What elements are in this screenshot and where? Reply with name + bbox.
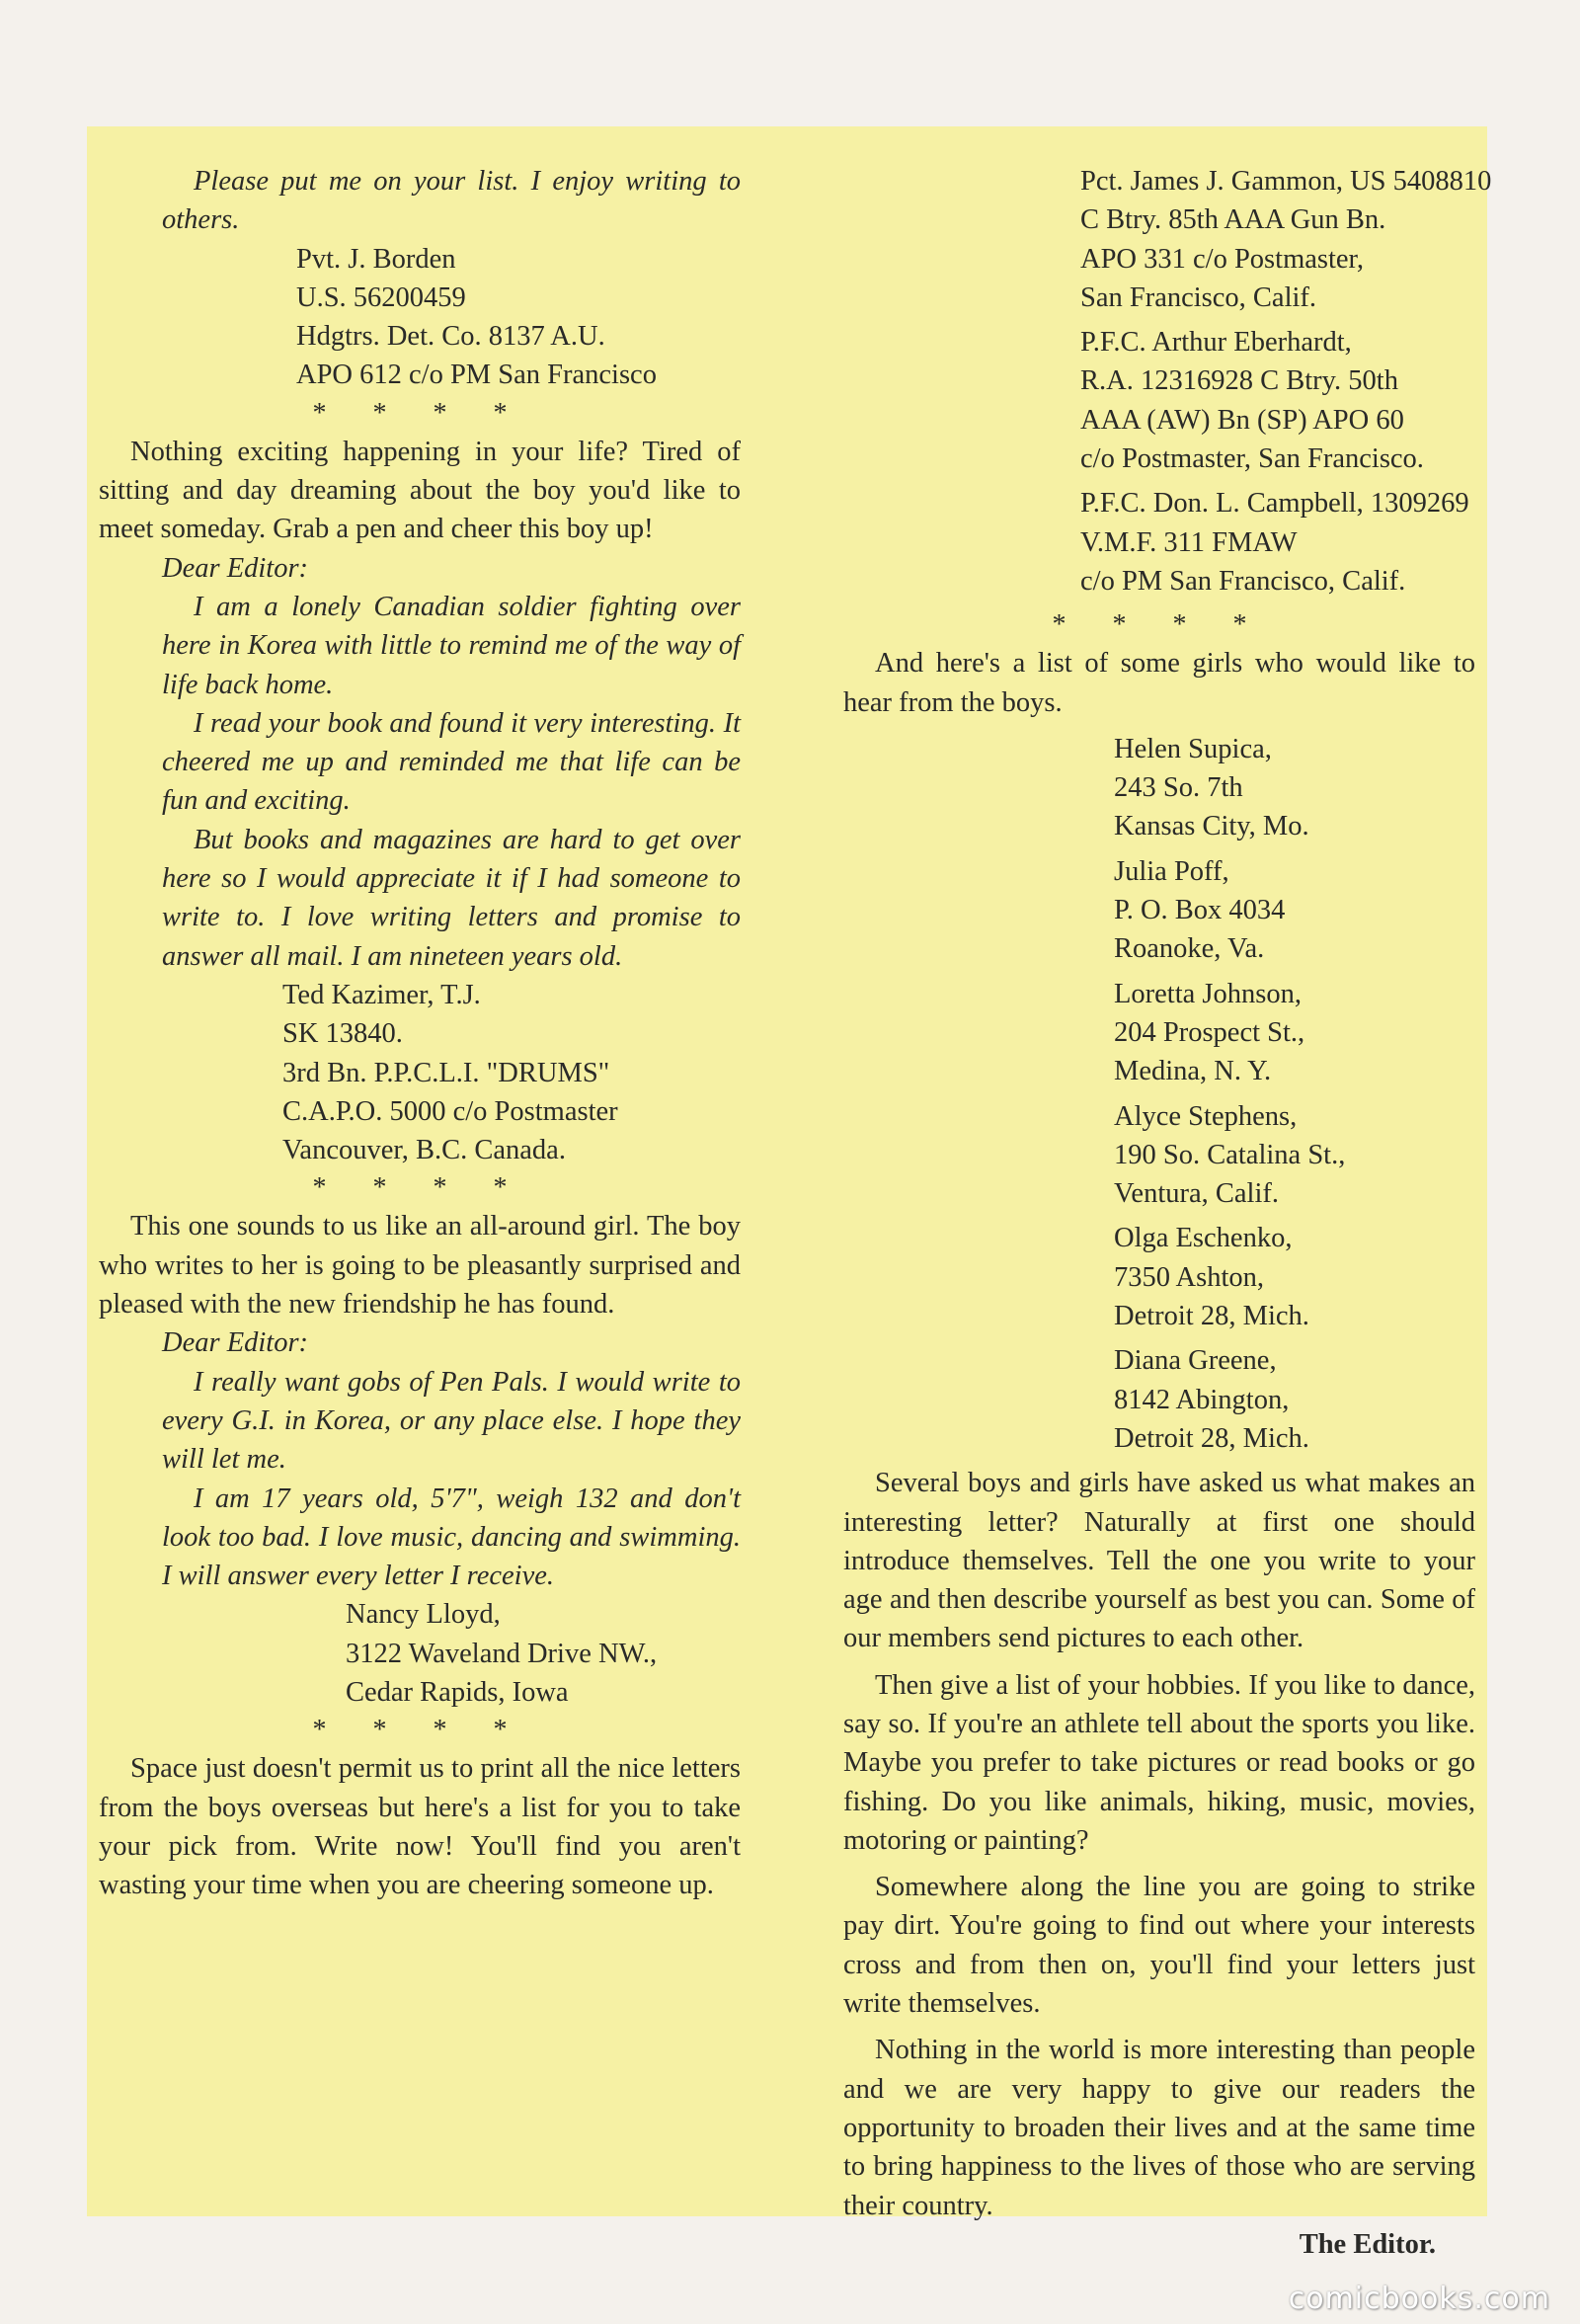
address-line: 190 So. Catalina St.,	[1114, 1139, 1346, 1170]
address-line: AAA (AW) Bn (SP) APO 60	[1080, 404, 1404, 436]
address-line: Roanoke, Va.	[1114, 933, 1265, 965]
closing-paragraph: Space just doesn't permit us to print all the nice letters from the boys overseas but here's a list for you to take your pick from. Write now! You'll find you aren't wasting your time when you are cheering someone up.	[99, 1753, 741, 1901]
address-line: P.F.C. Don. L. Campbell, 1309269	[1080, 488, 1469, 520]
address-line: Julia Poff,	[1114, 855, 1229, 887]
address-line: C.A.P.O. 5000 c/o Postmaster	[282, 1095, 618, 1127]
girl-address	[1114, 975, 1475, 1091]
letter2-paragraph: I am a lonely Canadian soldier fighting over here in Korea with little to remind me of the way of life back home.	[162, 591, 741, 700]
address-line: Detroit 28, Mich.	[1114, 1301, 1309, 1332]
address-line: 204 Prospect St.,	[1114, 1016, 1305, 1048]
address-line: Medina, N. Y.	[1114, 1056, 1272, 1087]
letter1-text: Please put me on your list. I enjoy writing to others.	[162, 166, 741, 236]
address-line: Kansas City, Mo.	[1114, 811, 1309, 842]
right-column	[843, 162, 1492, 2264]
address-line: R.A. 12316928 C Btry. 50th	[1080, 365, 1398, 397]
advice-paragraph: Somewhere along the line you are going to strike pay dirt. You're going to find out where your interests cross and from then on, you'll find your letters just write themselves.	[843, 1872, 1475, 2020]
salutation: Dear Editor:	[162, 1327, 309, 1359]
boy-address	[1080, 484, 1475, 601]
address-line: Hdgtrs. Det. Co. 8137 A.U.	[296, 321, 605, 353]
address-line: 8142 Abington,	[1114, 1384, 1290, 1415]
spacer	[843, 722, 1475, 730]
address-line: Vancouver, B.C. Canada.	[282, 1135, 566, 1166]
address-line: Alyce Stephens,	[1114, 1100, 1298, 1132]
spacer	[843, 1658, 1475, 1666]
address-line: 3rd Bn. P.P.C.L.I. "DRUMS"	[282, 1057, 610, 1088]
girl-address	[1114, 1219, 1475, 1335]
advice-paragraph: Several boys and girls have asked us what makes an interesting letter? Naturally at first one should introduce themselves. Tell the one you write to your age and then describe yourself as best you can. Some of our members send pictures to each other.	[843, 1468, 1475, 1654]
address-line: APO 331 c/o Postmaster,	[1080, 243, 1365, 275]
address-line: Ted Kazimer, T.J.	[282, 979, 481, 1010]
intro-paragraph: Nothing exciting happening in your life? Tired of sitting and day dreaming about the boy you'd like to meet someday. Grab a pen and cheer this boy up!	[99, 436, 741, 545]
address-line: Ventura, Calif.	[1114, 1178, 1279, 1210]
left-column	[99, 162, 741, 1904]
salutation: Dear Editor:	[162, 552, 309, 584]
letter3-paragraph: I really want gobs of Pen Pals. I would write to every G.I. in Korea, or any place else. I hope they will let me.	[162, 1366, 741, 1476]
advice-paragraph: Then give a list of your hobbies. If you like to dance, say so. If you're an athlete tell about the sports you like. Maybe you prefer to take pictures or read books or go fishing. Do you like animals, hiking, music, movies, motoring or painting?	[843, 1669, 1475, 1856]
site-watermark: comicbooks.com	[1288, 2282, 1550, 2316]
address-line: San Francisco, Calif.	[1080, 281, 1317, 313]
address-line: V.M.F. 311 FMAW	[1080, 526, 1298, 558]
letters-page	[87, 126, 1492, 2260]
address-line: Pct. James J. Gammon, US 5408810	[1080, 166, 1492, 197]
girl-address	[1114, 730, 1475, 846]
girl-address	[1114, 852, 1475, 969]
letter3-paragraph: I am 17 years old, 5'7", weigh 132 and don't look too bad. I love music, dancing and swimming. I will answer every letter I receive.	[162, 1483, 741, 1592]
boy-address	[1080, 323, 1475, 478]
section-divider: * * * *	[312, 1172, 527, 1204]
address-line: APO 612 c/o PM San Francisco	[296, 360, 657, 391]
boy-address	[1080, 162, 1492, 317]
address-line: 7350 Ashton,	[1114, 1261, 1265, 1293]
address-line: Diana Greene,	[1114, 1345, 1277, 1377]
address-line: U.S. 56200459	[296, 281, 466, 313]
address-line: Nancy Lloyd,	[346, 1599, 501, 1631]
address-line: C Btry. 85th AAA Gun Bn.	[1080, 204, 1386, 236]
advice-paragraph: Nothing in the world is more interesting than people and we are very happy to give our readers the opportunity to broaden their lives and at the same time to bring happiness to the lives of those who are serving their country.	[843, 2035, 1475, 2221]
address-line: Pvt. J. Borden	[296, 243, 456, 275]
address-line: SK 13840.	[282, 1018, 403, 1050]
address-line: Olga Eschenko,	[1114, 1223, 1293, 1254]
address-line: P. O. Box 4034	[1114, 895, 1286, 926]
address-line: Loretta Johnson,	[1114, 978, 1302, 1009]
letter1-address	[99, 240, 741, 395]
letter2-paragraph: I read your book and found it very interesting. It cheered me up and reminded me that life can be fun and exciting.	[162, 707, 741, 817]
girls-intro: And here's a list of some girls who would like to hear from the boys.	[843, 648, 1475, 718]
letter3-address	[99, 1595, 741, 1712]
address-line: P.F.C. Arthur Eberhardt,	[1080, 327, 1352, 359]
girl-address	[1114, 1097, 1475, 1214]
section-divider: * * * *	[312, 1715, 527, 1746]
boys-list	[843, 162, 1492, 601]
section-divider: * * * *	[1052, 609, 1267, 641]
intro-paragraph: This one sounds to us like an all-around girl. The boy who writes to her is going to be pleasantly surprised and pleased with the new friendship he has found.	[99, 1211, 741, 1321]
letter2-paragraph: But books and magazines are hard to get over here so I would appreciate it if I had someone to write to. I love writing letters and promise to answer all mail. I am nineteen years old.	[162, 824, 741, 972]
editor-signature: The Editor.	[1299, 2228, 1436, 2260]
address-line: 3122 Waveland Drive NW.,	[346, 1638, 658, 1669]
address-line: Detroit 28, Mich.	[1114, 1422, 1309, 1454]
section-divider: * * * *	[312, 397, 527, 429]
girl-address	[1114, 1341, 1475, 1458]
address-line: c/o Postmaster, San Francisco.	[1080, 443, 1424, 475]
spacer	[843, 2023, 1475, 2031]
girls-list	[843, 730, 1475, 1458]
address-line: c/o PM San Francisco, Calif.	[1080, 565, 1406, 597]
address-line: Helen Supica,	[1114, 733, 1272, 764]
spacer	[843, 1860, 1475, 1868]
address-line: 243 So. 7th	[1114, 772, 1243, 804]
letter2-address	[99, 976, 741, 1169]
address-line: Cedar Rapids, Iowa	[346, 1676, 569, 1708]
